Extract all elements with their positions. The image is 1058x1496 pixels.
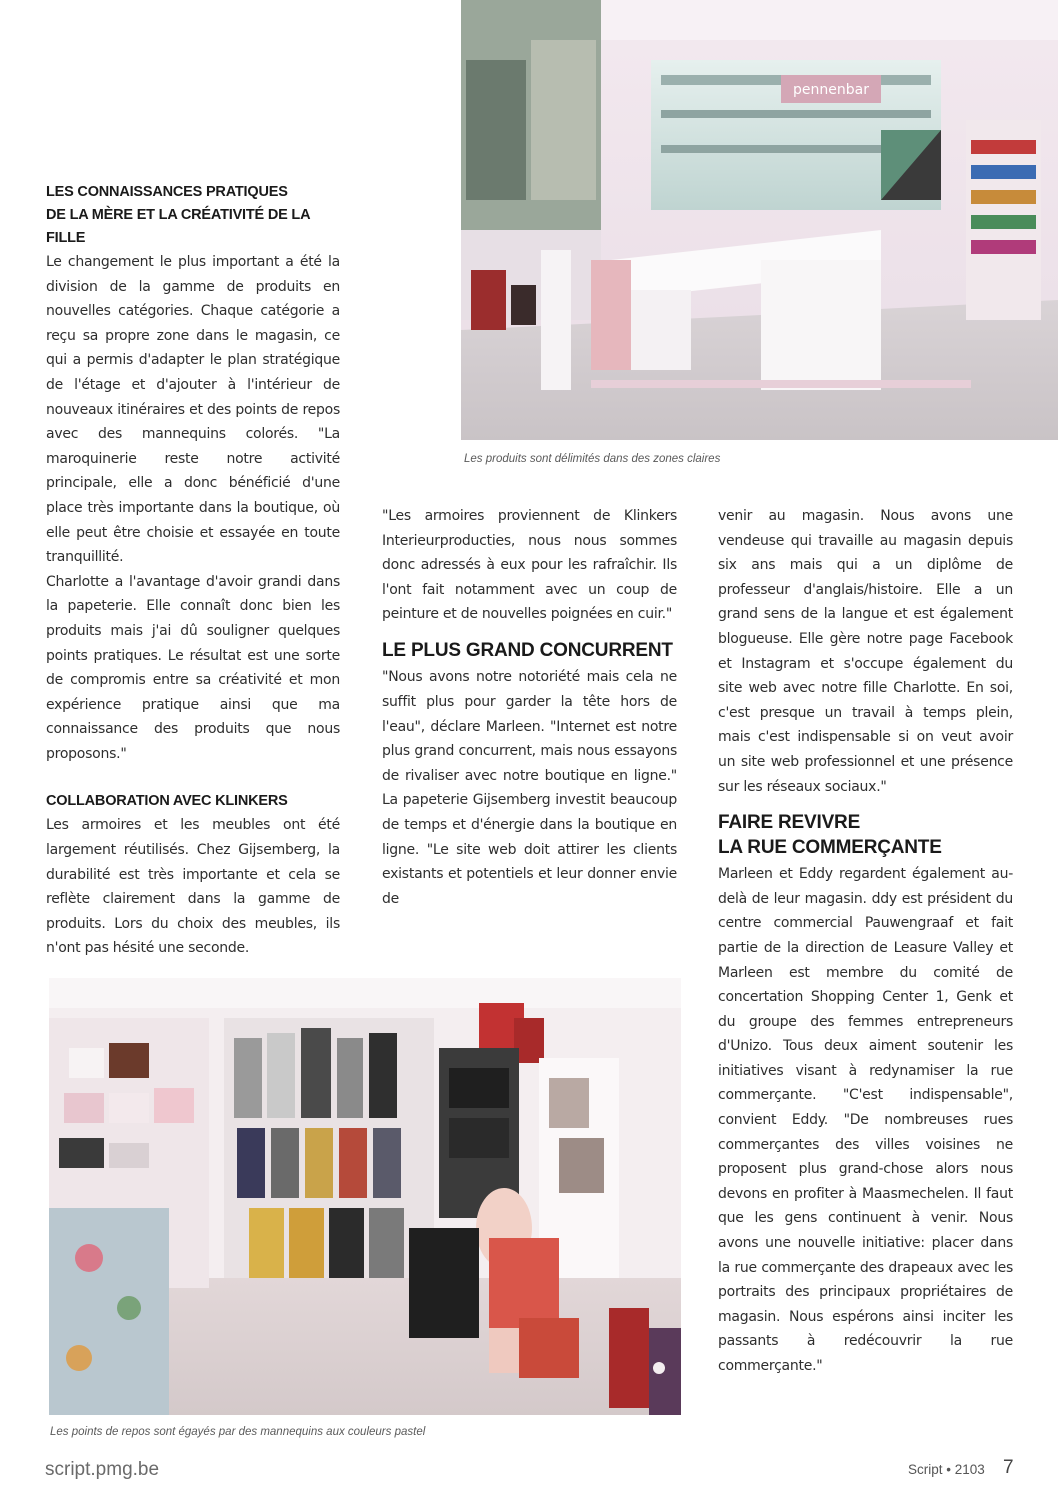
- pennenbar-sign: pennenbar: [793, 82, 869, 98]
- page-number: 7: [1003, 1457, 1014, 1478]
- paragraph: Charlotte a l'avantage d'avoir grandi dans la papeterie. Elle connaît donc bien les produits mais j'ai dû souligner quelques points pratiques. Le résultat est une sorte de compromis entre sa créativité et mon expérience pratique ainsi que ma connaissance des produits que nous proposons.": [46, 573, 340, 762]
- footer-issue: Script • 2103: [908, 1462, 985, 1477]
- left-column: [46, 181, 340, 961]
- heading-practical-knowledge: [46, 181, 340, 250]
- paragraph: venir au magasin. Nous avons une vendeuse qui travaille au magasin depuis six ans mais qui a un diplôme de professeur d'anglais/histoire. Elle a un grand sens de la langue et est également blogueuse. Elle gère notre page Facebook et Instagram et s'occupe également du site web avec notre fille Charlotte. En soi, c'est presque un travail à temps plein, mais c'est indispensable si on veut avoir un site web professionnel et une présence sur les réseaux sociaux.": [718, 508, 1013, 795]
- paragraph: Les armoires et les meubles ont été largement réutilisés. Chez Gijsemberg, la durabilité est très importante et cela se reflète clairement dans la gamme de produits. Lors du choix des meubles, ils n'ont pas hésité une seconde.: [46, 817, 340, 957]
- shop-interior-photo: [461, 0, 1058, 440]
- heading-line: LA RUE COMMERÇANTE: [718, 836, 942, 858]
- paragraph: "Nous avons notre notoriété mais cela ne suffit plus pour garder la tête hors de l'eau", déclare Marleen. "Internet est notre plus grand concurrent, mais nous essayons de rivaliser avec notre boutique en ligne." La papeterie Gijsemberg investit beaucoup de temps et d'énergie dans la boutique en ligne. "Le site web doit attirer les clients existants et potentiels et leur donner envie de: [382, 669, 677, 907]
- heading-line: LES CONNAISSANCES PRATIQUES: [46, 184, 288, 200]
- heading-line: DE LA MÈRE ET LA CRÉATIVITÉ DE LA FILLE: [46, 207, 310, 246]
- right-column: [718, 504, 1013, 1379]
- paragraph: Le changement le plus important a été la division de la gamme de produits en nouvelles catégories. Chaque catégorie a reçu sa propre zone dans le magasin, ce qui a permis d'adapter le plan stratégique de l'étage et d'ajouter à l'intérieur de nouveaux itinéraires et des points de repos avec des mannequins colorés. "La maroquinerie reste notre activité principale, elle a donc bénéficié d'une place très importante dans la boutique, où elle peut être choisie et essayée en toute tranquillité.: [46, 254, 340, 566]
- heading-line: FAIRE REVIVRE: [718, 812, 861, 834]
- middle-column: [382, 504, 677, 911]
- paragraph: "Les armoires proviennent de Klinkers Interieurproducties, nous nous sommes donc adressés à eux pour les rafraîchir. Ils l'ont fait notamment avec un coup de peinture et de nouvelles poignées en cuir.": [382, 508, 677, 623]
- footer-website[interactable]: script.pmg.be: [45, 1459, 160, 1480]
- luggage-display-photo: [49, 978, 681, 1415]
- heading-biggest-competitor: LE PLUS GRAND CONCURRENT: [382, 639, 673, 661]
- top-photo-caption: Les produits sont délimités dans des zones claires: [464, 453, 721, 465]
- heading-collaboration: COLLABORATION AVEC KLINKERS: [46, 793, 288, 810]
- heading-revive-street: [718, 811, 1013, 860]
- paragraph: Marleen et Eddy regardent également au-delà de leur magasin. ddy est président du centre commercial Pauwengraaf et fait partie de la direction de Leasure Valley et Marleen est membre du comité de concertation Shopping Center 1, Genk et du groupe des femmes entrepreneurs d'Unizo. Tous deux aiment soutenir les initiatives visant à redynamiser la rue commerçante. "C'est indispensable", convient Eddy. "De nombreuses rues commerçantes des villes voisines ne proposent plus grand-chose alors nous devons en profiter à Maasmechelen. Il faut que les gens continuent à venir. Nous avons une nouvelle initiative: placer dans la rue commerçante des drapeaux avec les portraits des principaux propriétaires de magasin. Nous espérons ainsi inciter les passants à redécouvrir la rue commerçante.": [718, 866, 1013, 1374]
- bottom-photo-caption: Les points de repos sont égayés par des mannequins aux couleurs pastel: [50, 1426, 426, 1438]
